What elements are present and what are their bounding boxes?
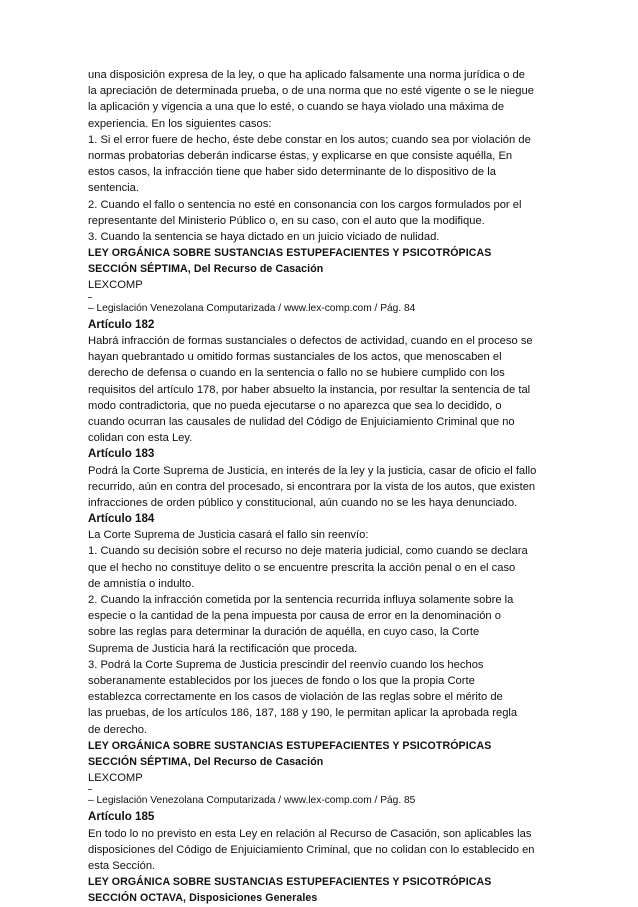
article-title: Artículo 182: [88, 317, 155, 331]
footer-separator: [88, 786, 558, 793]
text-line: una disposición expresa de la ley, o que ha aplicado falsamente una norma jurídica o de: [88, 69, 526, 81]
text-line: recurrido, aún en contra del procesado, si encontrara por la vista de los autos, que existen: [88, 480, 536, 493]
text-line: Podrá la Corte Suprema de Justicia, en interés de la ley y la justicia, casar de oficio el fallo: [88, 464, 537, 477]
section-title: SECCIÓN SÉPTIMA, Del Recurso de Casación: [88, 263, 324, 276]
brand-name: LEXCOMP: [88, 772, 143, 785]
running-header-3: [88, 874, 558, 906]
law-title: LEY ORGÁNICA SOBRE SUSTANCIAS ESTUPEFACIENTES Y PSICOTRÓPICAS: [88, 739, 492, 752]
text-line: esta Sección.: [88, 860, 156, 872]
text-line: hayan quebrantado u omitido formas sustanciales de los actos, que menoscaben el: [88, 351, 502, 364]
page-footer: – Legislación Venezolana Computarizada / www.lex-comp.com / Pág. 84: [88, 302, 416, 314]
text-line: 1. Si el error fuere de hecho, éste debe constar en los autos; cuando sea por violación de: [88, 133, 531, 146]
text-line: experiencia. En los siguientes casos:: [88, 117, 272, 130]
text-line: que el hecho no constituye delito o se encuentre prescrita la acción penal o en el caso: [88, 561, 516, 574]
text-line: de amnistía o indulto.: [88, 577, 195, 590]
text-line: 1. Cuando su decisión sobre el recurso no deje materia judicial, como cuando se declara: [88, 545, 528, 558]
text-line: requisitos del artículo 178, por haber absuelto la instancia, por resultar la sentencia de tal: [88, 383, 531, 396]
text-line: colidan con esta Ley.: [88, 432, 193, 445]
text-line: estos casos, la infracción tiene que haber sido determinante de lo dispositivo de la: [88, 166, 496, 179]
text-line: sentencia.: [88, 182, 139, 195]
section-title: SECCIÓN SÉPTIMA, Del Recurso de Casación: [88, 755, 324, 768]
page-footer: – Legislación Venezolana Computarizada / www.lex-comp.com / Pág. 85: [88, 795, 416, 807]
brand-name: LEXCOMP: [88, 279, 143, 292]
text-line: especie o la cantidad de la pena impuesta por causa de error en la denominación o: [88, 610, 501, 623]
article-183: [88, 446, 558, 511]
text-line: las pruebas, de los artículos 186, 187, 188 y 190, le permitan aplicar la aprobada regla: [88, 707, 518, 720]
footer-separator: [88, 294, 558, 301]
top-paragraph: [88, 67, 558, 245]
running-header-2: [88, 738, 558, 810]
text-line: de derecho.: [88, 723, 148, 736]
text-line: 3. Podrá la Corte Suprema de Justicia prescindir del reenvío cuando los hechos: [88, 658, 484, 671]
article-title: Artículo 183: [88, 447, 155, 461]
text-line: cuando ocurran las causales de nulidad del Código de Enjuiciamiento Criminal que no: [88, 415, 515, 428]
text-line: soberanamente establecidos por los jueces de fondo o los que la propia Corte: [88, 674, 475, 687]
text-line: 3. Cuando la sentencia se haya dictado en un juicio viciado de nulidad.: [88, 230, 440, 243]
text-line: La Corte Suprema de Justicia casará el fallo sin reenvío:: [88, 529, 369, 542]
law-title: LEY ORGÁNICA SOBRE SUSTANCIAS ESTUPEFACIENTES Y PSICOTRÓPICAS: [88, 247, 492, 260]
text-line: derecho de defensa o cuando en la sentencia o fallo no se hubiere cumplido con los: [88, 367, 505, 380]
text-line: 2. Cuando la infracción cometida por la sentencia recurrida influya solamente sobre la: [88, 594, 514, 606]
text-line: establezca correctamente en los casos de violación de las reglas sobre el mérito de: [88, 691, 503, 704]
article-title: Artículo 184: [88, 512, 155, 526]
article-185: [88, 809, 558, 874]
running-header-1: [88, 245, 558, 317]
section-title: SECCIÓN OCTAVA, Disposiciones Generales: [88, 892, 318, 905]
law-title: LEY ORGÁNICA SOBRE SUSTANCIAS ESTUPEFACIENTES Y PSICOTRÓPICAS: [88, 876, 492, 889]
text-line: modo contradictoria, que no pueda ejecutarse o no aparezca que sea lo decidido, o: [88, 399, 502, 412]
text-line: la apreciación de determinada prueba, o de una norma que no esté vigente o se le niegue: [88, 85, 534, 98]
text-line: Suprema de Justicia hará la rectificación que proceda.: [88, 642, 358, 655]
text-line: 2. Cuando el fallo o sentencia no esté en consonancia con los cargos formulados por el: [88, 198, 522, 211]
text-line: representante del Ministerio Público o, en su caso, con el auto que la modifique.: [88, 214, 485, 227]
text-line: normas probatorias deberán indicarse éstas, y explicarse en que consiste aquélla, En: [88, 149, 513, 162]
text-line: En todo lo no previsto en esta Ley en relación al Recurso de Casación, son aplicables las: [88, 827, 532, 840]
article-184: [88, 511, 558, 738]
text-line: la aplicación y vigencia a una que lo esté, o cuando se haya violado una máxima de: [88, 101, 505, 114]
article-title: Artículo 185: [88, 810, 155, 824]
text-line: Habrá infracción de formas sustanciales o defectos de actividad, cuando en el proceso se: [88, 335, 533, 347]
text-line: sobre las reglas para determinar la duración de aquélla, en cuyo caso, la Corte: [88, 626, 480, 639]
document-page: [88, 67, 558, 907]
text-line: infracciones de orden público y constitucional, aún cuando no se les haya denunciado.: [88, 496, 518, 509]
text-line: disposiciones del Código de Enjuiciamiento Criminal, que no colidan con lo establecido en: [88, 843, 535, 856]
article-182: [88, 317, 558, 447]
